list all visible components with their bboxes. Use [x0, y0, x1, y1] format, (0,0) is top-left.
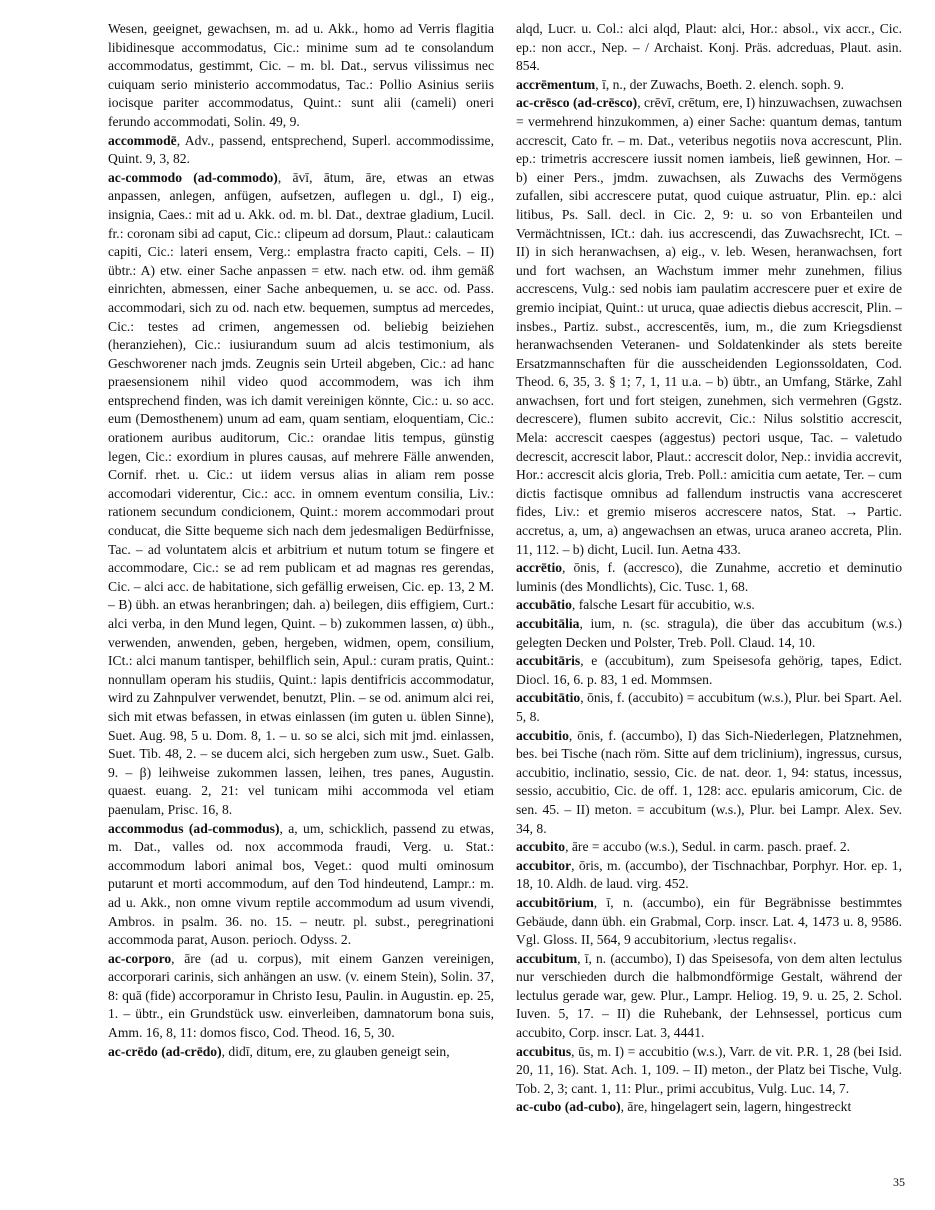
entry-accubitio: accubitio, ōnis, f. (accumbo), I) das Sich-Niederlegen, Platznehmen, bes. bei Tische (nach röm. Sitte auf dem triclinium), ingressus, cursus, accubitio, inclinatio, sessio, Cic. de nat. deor. 1, 94: status, incessus, sessio, accubitio, Cic. de off. 1, 128: acc. epularis amicorum, Cic. de sen. 45. – II) meton. = accubitum (w.s.), Plur. bei Lampr. Alex. Sev. 34, 8. [516, 727, 902, 836]
entry-accubito: accubito, āre = accubo (w.s.), Sedul. in carm. pasch. praef. 2. [516, 839, 851, 855]
page-number: 35 [893, 1175, 905, 1189]
entry-accretio: accrētio, ōnis, f. (accresco), die Zunahme, accretio et deminutio luminis (des Mondlichts), Cic. Tusc. 1, 68. [516, 560, 902, 594]
entry-accrementum: accrēmentum, ī, n., der Zuwachs, Boeth. 2. elench. soph. 9. [516, 76, 845, 92]
entry-accubatio: accubātio, falsche Lesart für accubitio, w.s. [516, 597, 755, 613]
entry-accredo: ac-crēdo (ad-crēdo), didī, ditum, ere, zu glauben geneigt sein, [108, 1043, 450, 1059]
entry-accubitalia: accubitālia, ium, n. (sc. stragula), die über das accubitum (w.s.) gelegten Decken und Polster, Treb. Poll. Claud. 14, 10. [516, 616, 902, 650]
entry-accubitum: accubitum, ī, n. (accumbo), I) das Speisesofa, von dem alten lectulus nur verschieden durch die halbmondförmige Gestalt, während der lectulus gerade war, gew. Plur., Lampr. Heliog. 19, 9. u. 25, 2. Schol. Iuven. 5, 17. – II) die Ruhebank, der Lehnsessel, porticus cum accubito, Corp. inscr. Lat. 3, 4441. [516, 950, 902, 1041]
entry-accubitus: accubitus, ūs, m. I) = accubitio (w.s.), Varr. de vit. P.R. 1, 28 (bei Isid. 20, 11, 16). Stat. Ach. 1, 109. – II) meton., der Platz bei Tische, Vulg. Tob. 2, 3; cant. 1, 11: Plur., primi accubitus, Vulg. Luc. 14, 7. [516, 1043, 902, 1096]
entry-accommodo: ac-commodo (ad-commodo), āvī, ātum, āre, etwas an etwas anpassen, anlegen, anfügen, aufsetzen, auflegen u. dgl., I) eig., insignia, Caes.: mit ad u. Akk. od. m. bl. Dat., dextrae gladium, Lucil. fr.: coronam sibi ad caput, Cic.: clipeum ad dorsum, Plaut.: calauticam capiti, Cic.: lateri ensem, Verg.: emplastra fracto capiti, Cels. – II) übtr.: A) etw. einer Sache anpassen = etw. nach etw. od. ihm gemäß einrichten, abmessen, einer Sache anbequemen, u. se acc. od. Pass. accommodari, sich zu od. nach etw. bequemen, sumptus ad mercedes, Cic.: testes ad crimen, angemessen od. beliebig beiziehen (heranziehen), Cic.: iusiurandum suum ad alcis testimonium, als Geschworener nach jmds. Zeugnis sein Urteil abgeben, Cic.: ad hanc praesensionem nihil video quod accommodem, was ich ihm entsprechend finden, was ich damit vereinigen könnte, Cic.: u. so acc. eum (Demosthenem) unum ad eam, quam sentiam, eloquentiam, Cic.: orationem auribus auditorum, Cic.: orandae litis tempus, günstig legen, Cic.: exordium in plures causas, auf mehrere Fälle anwenden, Cornif. rhet. u. Cic.: ut iidem versus alias in aliam rem posse accomodari viderentur, Cic.: acc. in omnem eventum consilia, Liv.: rationem secundum condicionem, Quint.: morem accommodari prout conducat, die Sitte bequeme sich nach dem jedesmaligen Bedürfnisse, Tac. – ad voluntatem alcis et arbitrium et nutum totum se fingere et accommodare, Cic.: se ad rem publicam et ad magnas res gerendas, Cic. – alci acc. de habitatione, sich gefällig erweisen, Cic. ep. 13, 2 M. – B) übh. an etwas heranbringen; dah. a) beilegen, diis effigiem, Curt.: alci verba, in den Mund legen, Quint. – b) zukommen lassen, α) übh., verwenden, anwenden, geben, hergeben, widmen, opem, consilium, ICt.: alci manum tantisper, behilflich sein, Apul.: curam pratis, Quint.: nonnullam operam his studiis, Quint.: lapis dentifricis accommodatur, wird zu Zahnpulver verwendet, benutzt, Plin. – se od. animum alci rei, sich mit etwas befassen, in etwas einlassen (im guten u. üblen Sinne), Suet. Aug. 98, 5 u. Dom. 8, 1. – u. so se alci, sich mit jmd. einlassen, Suet. Tib. 48, 2. – se ducem alci, sich hergeben zum usw., Suet. Galb. 9. – β) leihweise zukommen lassen, leihen, tres panes, Augustin. quaest. euang. 2, 21: vel tunicam mihi accommoda vel etiam paenulam, Prisc. 16, 8. [108, 169, 494, 817]
right-column [516, 20, 902, 1168]
entry-accommodus: accommodus (ad-commodus), a, um, schicklich, passend zu etwas, m. Dat., valles od. nox accommoda fraudi, Verg. u. Stat.: accommodum labori animal bos, Veget.: quod multi ominosum putarunt et morti accommodum, auf den Tod hindeutend, Lampr.: m. ad u. Akk., non omne vivum reptile accommodum ad usum vivendi, Ambros. in psalm. 36. no. 15. – neutr. pl. subst., peregrinationi accommoda parat, Auson. perioch. Odyss. 2. [108, 820, 494, 948]
entry-accubo: ac-cubo (ad-cubo), āre, hingelagert sein, lagern, hingestreckt [516, 1099, 852, 1115]
entry-accorporo: ac-corporo, āre (ad u. corpus), mit einem Ganzen vereinigen, accorporari carinis, sich anhängen an usw. (v. einem Stein), Solin. 37, 8: quā (fide) accorporamur in Christo Iesu, Paulin. in Augustin. ep. 25, 1. – übtr., ein Grundstück usw. einverleiben, damnatorum bona suis, Amm. 16, 8, 11: domos fisco, Cod. Theod. 16, 5, 30. [108, 950, 494, 1041]
entry-accubitorium: accubitōrium, ī, n. (accumbo), ein für Begräbnisse bestimmtes Gebäude, dann übh. ein Grabmal, Corp. inscr. Lat. 4, 1473 u. 8, 9586. Vgl. Gloss. II, 564, 9 accubitorium, ›lectus regalis‹. [516, 894, 902, 948]
left-column [108, 20, 494, 1168]
entry-left-0: Wesen, geeignet, gewachsen, m. ad u. Akk., homo ad Verris flagitia libidinesque accommodatus, Cic.: minime sum ad te consolandum accommodatus, gestimmt, Cic. – m. bl. Dat., servus vilissimus nec cuiquam serio ministerio accommodatus, Tac.: Pollio Asinius seriis iocisque pariter accommodatus, Quint.: sunt alii (cameli) oneri ferundo accommodati, Solin. 49, 9. [108, 21, 494, 129]
entry-accommode: accommodē, Adv., passend, entsprechend, Superl. accommodissime, Quint. 9, 3, 82. [108, 132, 494, 167]
entry-accubitor: accubitor, ōris, m. (accumbo), der Tischnachbar, Porphyr. Hor. ep. 1, 18, 10. Aldh. de laud. virg. 452. [516, 857, 902, 892]
entry-accubitaris: accubitāris, e (accubitum), zum Speisesofa gehörig, tapes, Edict. Diocl. 16, 6. p. 83, 1 ed. Mommsen. [516, 653, 902, 687]
entry-accresco: ac-crēsco (ad-crēsco), crēvī, crētum, ere, I) hinzuwachsen, zuwachsen = vermehrend hinzukommen, a) einer Sache: quantum demas, tantum accrescit, Cato fr. – m. Dat., veteribus negotiis nova accrescunt, Plin. ep.: trimetris accrescere iussit nomen iambeis, ließ gewinnen, Hor. – b) einer Pers., jmdm. zuwachsen, als Zuwachs des Vermögens zufallen, sibi accrescere putat, quod cuique astruatur, Plin. ep.: alci litibus, Ps. Sall. decl. in Cic. 2, 9: u. so von Erbanteilen und Vermächtnissen, ICt.: dah. ius accrescendi, das Zuwachsrecht, ICt. – II) in sich heranwachsen, a) eig., v. leb. Wesen, heranwachsen, fort und fort wachsen, an Wachstum immer mehr zunehmen, filius accrescens, Vulg.: sed nobis iam paulatim accrescere puer et exire de gremio incipiat, Quint.: ut uruca, quae adiectis diebus accrescit, Plin. – insbes., Partiz. subst., accrescentēs, ium, m., die zum Kriegsdienst heranwachsenden Veteranen- und Soldatenkinder als stets bereite Ersatzmannschaften für die ausscheidenden Legionssoldaten, Cod. Theod. 6, 35, 3. § 1; 7, 1, 11 u.a. – b) übtr., an Umfang, Stärke, Zahl anwachsen, fort und fort steigen, zunehmen, sich vermehren (Ggstz. decrescere), flumen subito accrevit, Cic.: Nilus solstitio accrescit, Mela: accrescit caespes (aggestus) pectori usque, Tac. – valetudo decrescit, accrescit labor, Plaut.: accrescit dolor, Nep.: invidia accrevit, Hor.: accrescit alcis gloria, Treb. Poll.: amicitia cum aetate, Ter. – cum dictis factisque omnibus ad fallendum instructis vana accresceret fides, Liv.: et gremio miseros accrescere natos, Stat. → Partic. accretus, a, um, a) angewachsen an etwas, uruca araneo accreta, Plin. 11, 112. – b) dicht, Lucil. Iun. Aetna 433. [516, 95, 902, 557]
entry-accubitatio: accubitātio, ōnis, f. (accubito) = accubitum (w.s.), Plur. bei Spart. Ael. 5, 8. [516, 690, 902, 724]
entry-accredo-cont: alqd, Lucr. u. Col.: alci alqd, Plaut: alci, Hor.: absol., vix accr., Cic. ep.: non accr., Nep. – / Archaist. Konj. Präs. adcreduas, Plaut. asin. 854. [516, 21, 902, 74]
